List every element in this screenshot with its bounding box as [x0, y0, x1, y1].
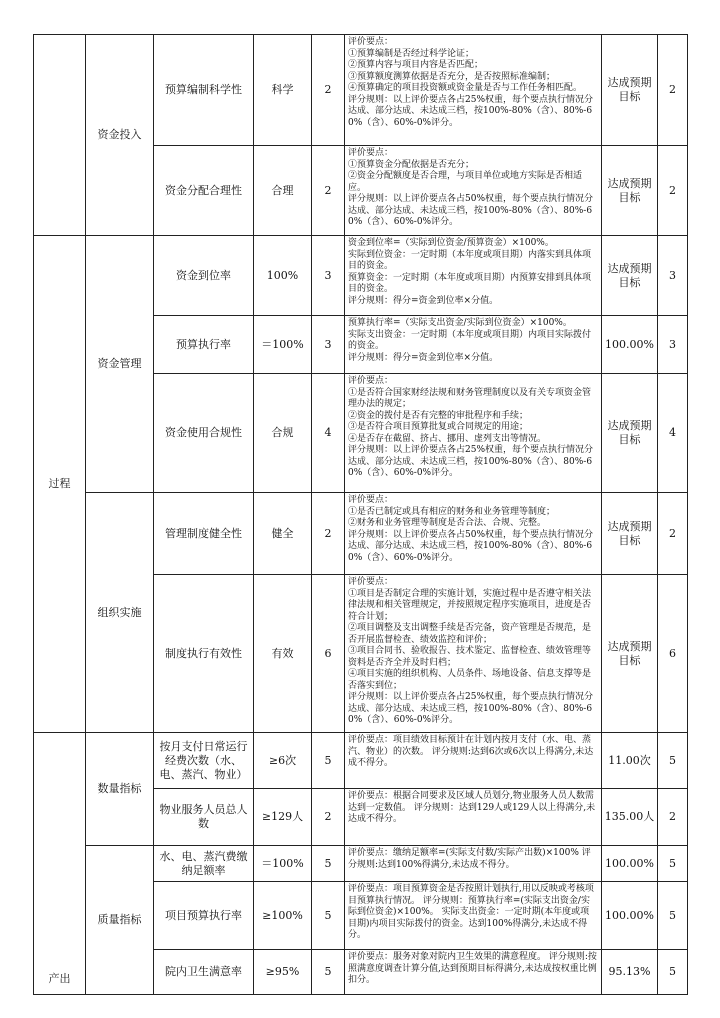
criteria-line: ④预算确定的项目投资额或资金量是否与工作任务相匹配。: [348, 83, 583, 93]
result-cell: 达成预期目标: [602, 146, 658, 236]
criteria-cell: [345, 882, 602, 950]
indicator-cell: 预算执行率: [154, 316, 254, 374]
criteria-line: 评价要点：根据合同要求及区域人员划分,物业服务人员人数需达到一定数值。 评分规则：达到129人或129人以上得满分,未达成不得分。: [348, 791, 596, 824]
criteria-line: 预算执行率=（实际支出资金/实际到位资金）×100%。: [348, 318, 572, 328]
criteria-cell: [345, 374, 602, 493]
level2-cell: 资金管理: [86, 236, 154, 493]
weight-cell: 3: [312, 236, 345, 316]
score-cell: 5: [658, 846, 688, 882]
score-cell: 2: [658, 35, 688, 146]
criteria-line: 实际支出资金：一定时期（本年度或项目期）内项目实际拨付的资金。: [348, 329, 592, 351]
weight-cell: 4: [312, 374, 345, 493]
result-cell: 达成预期目标: [602, 575, 658, 733]
criteria-line: ③预算额度测算依据是否充分，是否按照标准编制；: [348, 71, 556, 82]
result-cell: 135.00人: [602, 789, 658, 846]
target-cell: ＝100%: [254, 316, 312, 374]
criteria-line: ④是否存在截留、挤占、挪用、虚列支出等情况。: [348, 433, 547, 444]
result-cell: 11.00次: [602, 733, 658, 789]
criteria-line: 实际到位资金：一定时期（本年度或项目期）内落实到具体项目的资金。: [348, 249, 592, 271]
score-cell: 5: [658, 950, 688, 995]
target-cell: ≥100%: [254, 882, 312, 950]
indicator-cell: 院内卫生满意率: [154, 950, 254, 995]
criteria-line: ②资金分配额度是否合理，与项目单位或地方实际是否相适应。: [348, 171, 583, 193]
criteria-cell: [345, 789, 602, 846]
criteria-line: ①是否已制定或具有相应的财务和业务管理等制度；: [348, 506, 556, 517]
indicator-cell: 物业服务人员总人数: [154, 789, 254, 846]
score-cell: 2: [658, 146, 688, 236]
target-cell: 100%: [254, 236, 312, 316]
criteria-line: 评价要点：: [348, 148, 394, 158]
indicator-cell: 水、电、蒸汽费缴纳足额率: [154, 846, 254, 882]
indicator-cell: 管理制度健全性: [154, 493, 254, 575]
table-row: [34, 236, 688, 316]
criteria-line: 评价要点：: [348, 37, 394, 47]
criteria-line: 评价要点：项目绩效目标预计在计划内按月支付（水、电、蒸汽、物业）的次数。 评分规则:达到6次或6次以上得满分,未达成不得分。: [348, 735, 594, 768]
criteria-line: 评价要点：: [348, 495, 394, 505]
criteria-cell: [345, 493, 602, 575]
level1-cell: [34, 35, 86, 236]
criteria-line: ②预算内容与项目内容是否匹配；: [348, 60, 484, 70]
criteria-line: ③是否符合项目预算批复或合同规定的用途；: [348, 422, 529, 432]
score-cell: 5: [658, 882, 688, 950]
criteria-line: ④项目实施的组织机构、人员条件、场地设备、信息支撑等是否落实到位；: [348, 669, 592, 691]
criteria-line: ①是否符合国家财经法规和财务管理制度以及有关专项资金管理办法的规定；: [348, 387, 592, 409]
criteria-line: 评价要点：项目预算资金是否按照计划执行,用以反映或考核项目预算执行情况。 评分规则：预算执行率=(实际支出资金/实际到位资金)×100%。 实际支出资金：一定时期(本年度或项目期)内项目实际拨付的资金。达到100%得满分,未达成不得分。: [348, 884, 594, 940]
indicator-cell: 资金到位率: [154, 236, 254, 316]
criteria-line: ②财务和业务管理等制度是否合法、合规、完整。: [348, 518, 547, 528]
score-cell: 2: [658, 493, 688, 575]
target-cell: ≥129人: [254, 789, 312, 846]
target-cell: 科学: [254, 35, 312, 146]
score-cell: 3: [658, 316, 688, 374]
level2-cell: 质量指标: [86, 846, 154, 995]
evaluation-table: [33, 34, 688, 995]
criteria-cell: [345, 146, 602, 236]
result-cell: 100.00%: [602, 882, 658, 950]
criteria-line: 评分规则：得分=资金到位率×分值。: [348, 352, 499, 363]
score-cell: 4: [658, 374, 688, 493]
criteria-cell: [345, 733, 602, 789]
weight-cell: 5: [312, 882, 345, 950]
target-cell: ＝100%: [254, 846, 312, 882]
target-cell: ≥6次: [254, 733, 312, 789]
criteria-line: 评分规则：以上评价要点各占25%权重，每个要点执行情况分达成、部分达成、未达成三档，按100%-80%（含）、80%-60%（含）、60%-0%评分。: [348, 692, 594, 725]
result-cell: 95.13%: [602, 950, 658, 995]
criteria-line: 评分规则：以上评价要点各占50%权重，每个要点执行情况分达成、部分达成、未达成三档，按100%-80%（含）、80%-60%（含）、60%-0%评分。: [348, 194, 594, 227]
criteria-cell: [345, 950, 602, 995]
target-cell: 有效: [254, 575, 312, 733]
result-cell: 达成预期目标: [602, 236, 658, 316]
criteria-line: 资金到位率=（实际到位资金/预算资金）×100%。: [348, 238, 554, 248]
criteria-cell: [345, 846, 602, 882]
weight-cell: 2: [312, 789, 345, 846]
result-cell: 达成预期目标: [602, 493, 658, 575]
criteria-cell: [345, 35, 602, 146]
weight-cell: 5: [312, 950, 345, 995]
level2-cell: 数量指标: [86, 733, 154, 846]
indicator-cell: 按月支付日常运行经费次数（水、电、蒸汽、物业）: [154, 733, 254, 789]
criteria-line: 评分规则：以上评价要点各占25%权重，每个要点执行情况分达成、部分达成、未达成三档，按100%-80%（含）、80%-60%（含）、60%-0%评分。: [348, 94, 594, 128]
level2-cell: 资金投入: [86, 35, 154, 236]
level1-cell: 产出: [34, 733, 86, 995]
indicator-cell: 制度执行有效性: [154, 575, 254, 733]
criteria-line: 评价要点：服务对象对院内卫生效果的满意程度。 评分规则:按照满意度调查计算分值,达到预期目标得满分,未达成按权重比例扣分。: [348, 952, 597, 985]
result-cell: 达成预期目标: [602, 35, 658, 146]
result-cell: 达成预期目标: [602, 374, 658, 493]
weight-cell: 2: [312, 146, 345, 236]
level1-cell: 过程: [34, 236, 86, 733]
table-row: [34, 846, 688, 882]
target-cell: 健全: [254, 493, 312, 575]
criteria-line: ②资金的拨付是否有完整的审批程序和手续；: [348, 410, 529, 421]
criteria-cell: [345, 575, 602, 733]
level2-cell: 组织实施: [86, 493, 154, 733]
criteria-line: 评价要点：: [348, 577, 394, 587]
criteria-line: 评分规则：以上评价要点各占25%权重，每个要点执行情况分达成、部分达成、未达成三档，按100%-80%（含）、80%-60%（含）、60%-0%评分。: [348, 445, 594, 478]
target-cell: 合理: [254, 146, 312, 236]
result-cell: 100.00%: [602, 846, 658, 882]
score-cell: 5: [658, 733, 688, 789]
weight-cell: 6: [312, 575, 345, 733]
criteria-line: ①预算资金分配依据是否充分；: [348, 159, 475, 170]
indicator-cell: 资金使用合规性: [154, 374, 254, 493]
criteria-line: ①项目是否制定合理的实施计划，实施过程中是否遵守相关法律法规和相关管理规定，并按照规定程序实施项目，进度是否符合计划；: [348, 588, 592, 622]
weight-cell: 5: [312, 846, 345, 882]
target-cell: ≥95%: [254, 950, 312, 995]
criteria-line: ①预算编制是否经过科学论证；: [348, 48, 475, 59]
indicator-cell: 预算编制科学性: [154, 35, 254, 146]
table-row: [34, 35, 688, 146]
score-cell: 2: [658, 789, 688, 846]
criteria-line: 评价要点：: [348, 376, 394, 386]
indicator-cell: 项目预算执行率: [154, 882, 254, 950]
result-cell: 100.00%: [602, 316, 658, 374]
criteria-line: ③项目合同书、验收报告、技术鉴定、监督检查、绩效管理等资料是否齐全并及时归档；: [348, 646, 592, 668]
criteria-line: 评价要点：缴纳足额率=(实际支付数/实际产出数)×100% 评分规则:达到100%得满分,未达成不得分。: [348, 848, 591, 870]
indicator-cell: 资金分配合理性: [154, 146, 254, 236]
score-cell: 6: [658, 575, 688, 733]
weight-cell: 3: [312, 316, 345, 374]
weight-cell: 2: [312, 35, 345, 146]
criteria-cell: [345, 236, 602, 316]
criteria-line: ②项目调整及支出调整手续是否完备，资产管理是否规范，是否开展监督检查、绩效监控和评价；: [348, 623, 592, 645]
target-cell: 合规: [254, 374, 312, 493]
table-row: [34, 733, 688, 789]
weight-cell: 2: [312, 493, 345, 575]
criteria-cell: [345, 316, 602, 374]
criteria-line: 评分规则：以上评价要点各占50%权重，每个要点执行情况分达成、部分达成、未达成三档，按100%-80%（含）、80%-60%（含）、60%-0%评分。: [348, 529, 594, 563]
table-row: [34, 493, 688, 575]
criteria-line: 评分规则：得分=资金到位率×分值。: [348, 295, 499, 306]
score-cell: 3: [658, 236, 688, 316]
criteria-line: 预算资金：一定时期（本年度或项目期）内预算安排到具体项目的资金。: [348, 272, 592, 294]
weight-cell: 5: [312, 733, 345, 789]
